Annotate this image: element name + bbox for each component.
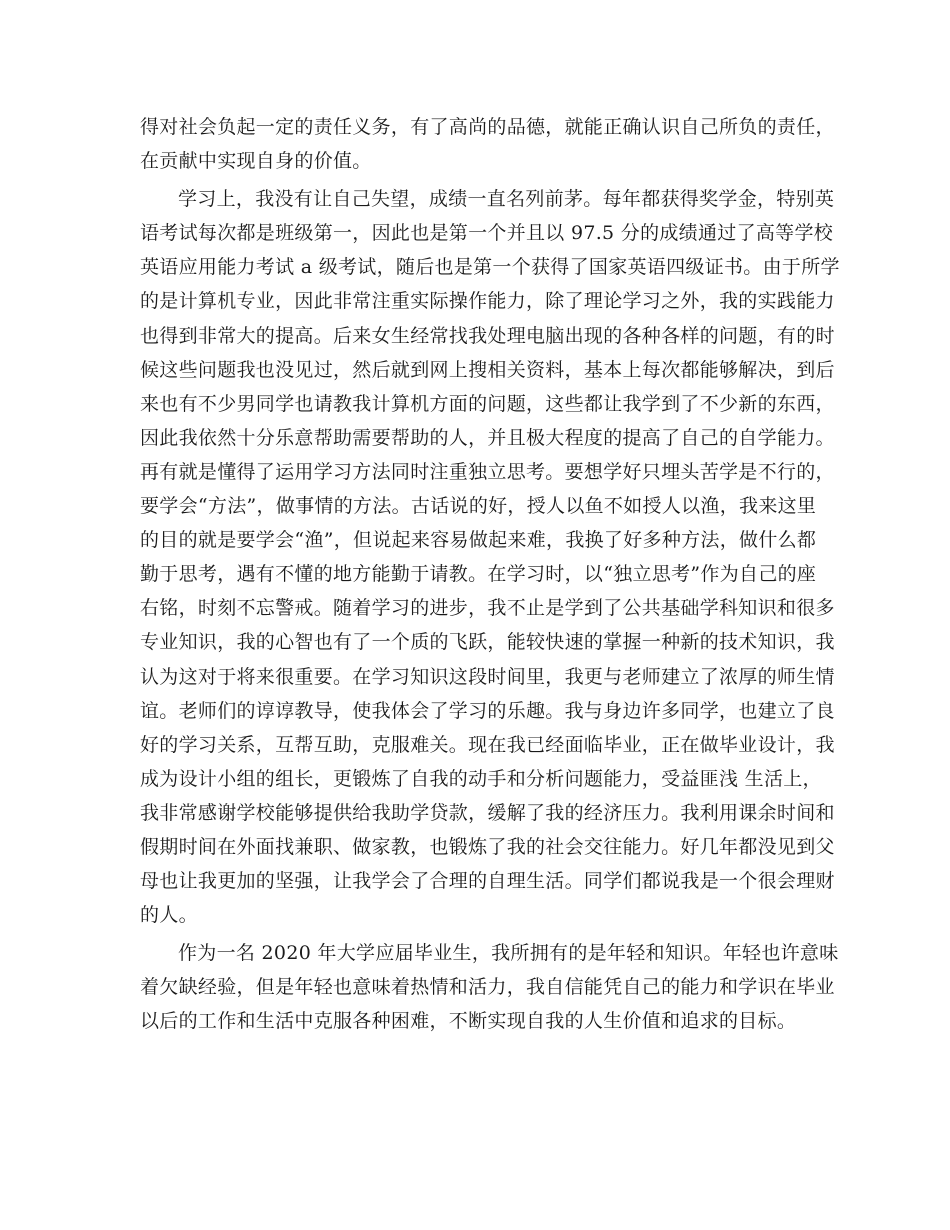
text-line: 母也让我更加的坚强，让我学会了合理的自理生活。同学们都说我是一个很会理财 [140, 870, 835, 893]
text-line: 的是计算机专业，因此非常注重实际操作能力，除了理论学习之外，我的实践能力 [140, 290, 835, 313]
text-line: 以后的工作和生活中克服各种困难，不断实现自我的人生价值和追求的目标。 [140, 1010, 797, 1033]
text-line: 勤于思考，遇有不懂的地方能勤于请教。在学习时，以“独立思考”作为自己的座 [140, 563, 817, 586]
paragraph-1 [140, 110, 835, 178]
text-line: 得对社会负起一定的责任义务，有了高尚的品德，就能正确认识自己所负的责任， [140, 116, 835, 138]
text-line: 候这些问题我也没见过，然后就到网上搜相关资料，基本上每次都能够解决，到后 [140, 358, 835, 381]
paragraph-2 [140, 182, 840, 932]
text-line: 成为设计小组的组长，更锻炼了自我的动手和分析问题能力，受益匪浅 生活上， [140, 767, 822, 790]
text-line: 着欠缺经验，但是年轻也意味着热情和活力，我自信能凭自己的能力和学识在毕业 [140, 976, 835, 999]
text-line: 专业知识，我的心智也有了一个质的飞跃，能较快速的掌握一种新的技术知识，我 [140, 631, 835, 654]
paragraph-3 [140, 936, 839, 1038]
text-line: 我非常感谢学校能够提供给我助学贷款，缓解了我的经济压力。我利用课余时间和 [140, 801, 835, 824]
text-line: 谊。老师们的谆谆教导，使我体会了学习的乐趣。我与身边许多同学，也建立了良 [140, 699, 835, 722]
text-line: 的人。 [140, 904, 198, 927]
text-line: 作为一名 2020 年大学应届毕业生，我所拥有的是年轻和知识。年轻也许意味 [178, 942, 839, 965]
text-line: 再有就是懂得了运用学习方法同时注重独立思考。要想学好只埋头苦学是不行的， [140, 460, 835, 483]
text-line: 要学会“方法”，做事情的方法。古话说的好，授人以鱼不如授人以渔，我来这里 [140, 495, 817, 518]
text-line: 好的学习关系，互帮互助，克服难关。现在我已经面临毕业，正在做毕业设计，我 [140, 733, 835, 756]
text-line: 的目的就是要学会“渔”，但说起来容易做起来难，我换了好多种方法，做什么都 [140, 529, 817, 552]
text-line: 右铭，时刻不忘警戒。随着学习的进步，我不止是学到了公共基础学科知识和很多 [140, 597, 835, 620]
text-line: 也得到非常大的提高。后来女生经常找我处理电脑出现的各种各样的问题，有的时 [140, 324, 835, 347]
text-line: 英语应用能力考试 a 级考试，随后也是第一个获得了国家英语四级证书。由于所学 [140, 256, 840, 279]
text-line: 来也有不少男同学也请教我计算机方面的问题，这些都让我学到了不少新的东西， [140, 392, 835, 415]
document-body [140, 110, 840, 1039]
text-line: 语考试每次都是班级第一，因此也是第一个并且以 97.5 分的成绩通过了高等学校 [140, 222, 834, 245]
text-line: 假期时间在外面找兼职、做家教，也锻炼了我的社会交往能力。好几年都没见到父 [140, 835, 835, 858]
text-line: 学习上，我没有让自己失望，成绩一直名列前茅。每年都获得奖学金，特别英 [178, 188, 835, 211]
text-line: 认为这对于将来很重要。在学习知识这段时间里，我更与老师建立了浓厚的师生情 [140, 665, 835, 688]
text-line: 因此我依然十分乐意帮助需要帮助的人，并且极大程度的提高了自己的自学能力。 [140, 426, 835, 449]
text-line: 在贡献中实现自身的价值。 [140, 150, 372, 173]
